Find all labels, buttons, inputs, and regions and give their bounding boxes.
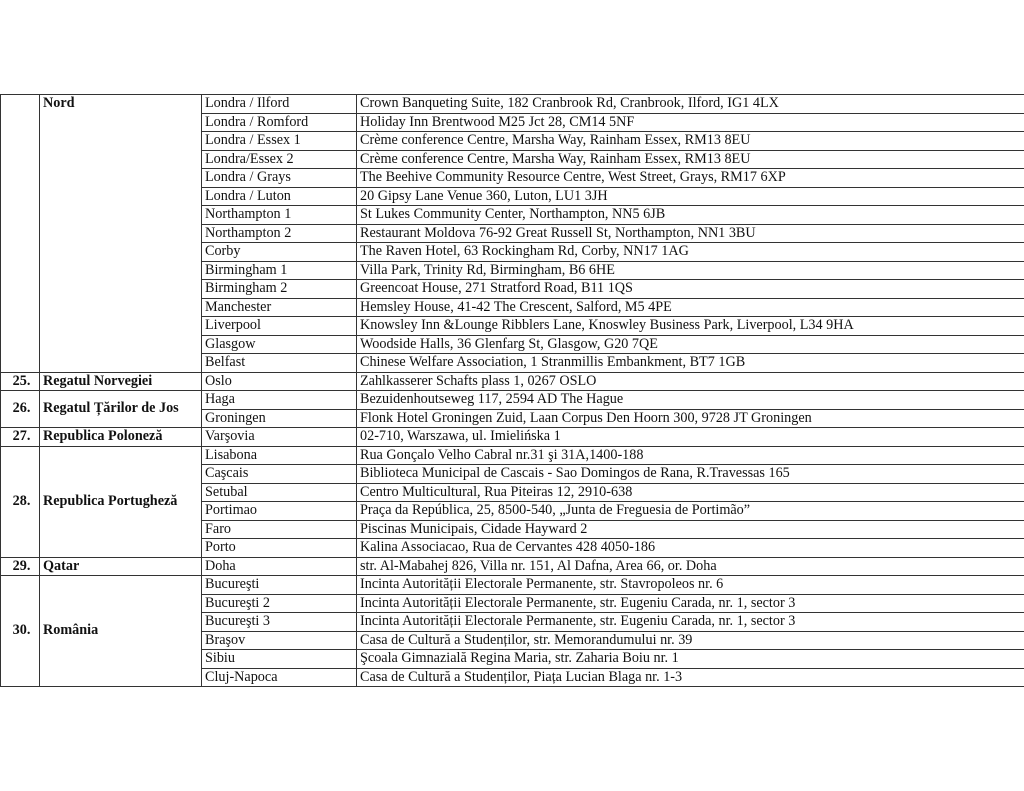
city-cell: Haga — [202, 391, 357, 410]
group-number: 26. — [1, 391, 40, 428]
country-name: Republica Portugheză — [40, 446, 202, 557]
address-cell: Greencoat House, 271 Stratford Road, B11 1QS — [357, 280, 1024, 299]
address-cell: Crème conference Centre, Marsha Way, Rainham Essex, RM13 8EU — [357, 150, 1024, 169]
city-cell: Caşcais — [202, 465, 357, 484]
city-cell: Londra/Essex 2 — [202, 150, 357, 169]
city-cell: Londra / Luton — [202, 187, 357, 206]
table-body — [1, 95, 1024, 687]
city-cell: Lisabona — [202, 446, 357, 465]
address-cell: 02-710, Warszawa, ul. Imielińska 1 — [357, 428, 1024, 447]
city-cell: Londra / Grays — [202, 169, 357, 188]
address-cell: St Lukes Community Center, Northampton, NN5 6JB — [357, 206, 1024, 225]
city-cell: Sibiu — [202, 650, 357, 669]
city-cell: Portimao — [202, 502, 357, 521]
country-name: Nord — [40, 95, 202, 373]
address-cell: Chinese Welfare Association, 1 Stranmillis Embankment, BT7 1GB — [357, 354, 1024, 373]
table-row — [1, 372, 1024, 391]
address-cell: Crème conference Centre, Marsha Way, Rainham Essex, RM13 8EU — [357, 132, 1024, 151]
city-cell: Londra / Essex 1 — [202, 132, 357, 151]
city-cell: Liverpool — [202, 317, 357, 336]
table-row — [1, 95, 1024, 114]
address-cell: Piscinas Municipais, Cidade Hayward 2 — [357, 520, 1024, 539]
city-cell: Northampton 2 — [202, 224, 357, 243]
address-cell: Zahlkasserer Schafts plass 1, 0267 OSLO — [357, 372, 1024, 391]
city-cell: Londra / Ilford — [202, 95, 357, 114]
city-cell: Birmingham 2 — [202, 280, 357, 299]
address-cell: Praça da República, 25, 8500-540, „Junta de Freguesia de Portimão” — [357, 502, 1024, 521]
city-cell: Belfast — [202, 354, 357, 373]
address-cell: Biblioteca Municipal de Cascais - Sao Domingos de Rana, R.Travessas 165 — [357, 465, 1024, 484]
city-cell: Faro — [202, 520, 357, 539]
document-page — [0, 94, 1024, 687]
country-name: România — [40, 576, 202, 687]
country-name: Republica Poloneză — [40, 428, 202, 447]
address-cell: The Beehive Community Resource Centre, West Street, Grays, RM17 6XP — [357, 169, 1024, 188]
address-cell: Hemsley House, 41-42 The Crescent, Salford, M5 4PE — [357, 298, 1024, 317]
city-cell: Porto — [202, 539, 357, 558]
city-cell: Northampton 1 — [202, 206, 357, 225]
polling-stations-table — [0, 94, 1024, 687]
address-cell: Incinta Autorității Electorale Permanente, str. Eugeniu Carada, nr. 1, sector 3 — [357, 594, 1024, 613]
address-cell: Centro Multicultural, Rua Piteiras 12, 2910-638 — [357, 483, 1024, 502]
address-cell: Villa Park, Trinity Rd, Birmingham, B6 6HE — [357, 261, 1024, 280]
city-cell: Braşov — [202, 631, 357, 650]
group-number — [1, 95, 40, 373]
address-cell: The Raven Hotel, 63 Rockingham Rd, Corby, NN17 1AG — [357, 243, 1024, 262]
group-number: 29. — [1, 557, 40, 576]
address-cell: Incinta Autorității Electorale Permanente, str. Eugeniu Carada, nr. 1, sector 3 — [357, 613, 1024, 632]
address-cell: Flonk Hotel Groningen Zuid, Laan Corpus Den Hoorn 300, 9728 JT Groningen — [357, 409, 1024, 428]
group-number: 27. — [1, 428, 40, 447]
city-cell: Bucureşti 3 — [202, 613, 357, 632]
city-cell: Setubal — [202, 483, 357, 502]
country-name: Qatar — [40, 557, 202, 576]
address-cell: Incinta Autorității Electorale Permanente, str. Stavropoleos nr. 6 — [357, 576, 1024, 595]
address-cell: 20 Gipsy Lane Venue 360, Luton, LU1 3JH — [357, 187, 1024, 206]
city-cell: Manchester — [202, 298, 357, 317]
address-cell: Woodside Halls, 36 Glenfarg St, Glasgow, G20 7QE — [357, 335, 1024, 354]
address-cell: Holiday Inn Brentwood M25 Jct 28, CM14 5NF — [357, 113, 1024, 132]
city-cell: Londra / Romford — [202, 113, 357, 132]
address-cell: Casa de Cultură a Studenților, str. Memorandumului nr. 39 — [357, 631, 1024, 650]
table-row — [1, 428, 1024, 447]
city-cell: Corby — [202, 243, 357, 262]
city-cell: Oslo — [202, 372, 357, 391]
table-row — [1, 391, 1024, 410]
group-number: 28. — [1, 446, 40, 557]
country-name: Regatul Țărilor de Jos — [40, 391, 202, 428]
address-cell: Restaurant Moldova 76-92 Great Russell St, Northampton, NN1 3BU — [357, 224, 1024, 243]
table-row — [1, 557, 1024, 576]
address-cell: Casa de Cultură a Studenților, Piața Lucian Blaga nr. 1-3 — [357, 668, 1024, 687]
city-cell: Groningen — [202, 409, 357, 428]
address-cell: Rua Gonçalo Velho Cabral nr.31 şi 31A,1400-188 — [357, 446, 1024, 465]
city-cell: Varşovia — [202, 428, 357, 447]
table-row — [1, 446, 1024, 465]
city-cell: Glasgow — [202, 335, 357, 354]
city-cell: Birmingham 1 — [202, 261, 357, 280]
city-cell: Cluj-Napoca — [202, 668, 357, 687]
address-cell: Knowsley Inn &Lounge Ribblers Lane, Knoswley Business Park, Liverpool, L34 9HA — [357, 317, 1024, 336]
address-cell: Şcoala Gimnazială Regina Maria, str. Zaharia Boiu nr. 1 — [357, 650, 1024, 669]
address-cell: Kalina Associacao, Rua de Cervantes 428 4050-186 — [357, 539, 1024, 558]
address-cell: str. Al-Mabahej 826, Villa nr. 151, Al Dafna, Area 66, or. Doha — [357, 557, 1024, 576]
country-name: Regatul Norvegiei — [40, 372, 202, 391]
group-number: 30. — [1, 576, 40, 687]
city-cell: Bucureşti — [202, 576, 357, 595]
city-cell: Doha — [202, 557, 357, 576]
address-cell: Bezuidenhoutseweg 117, 2594 AD The Hague — [357, 391, 1024, 410]
address-cell: Crown Banqueting Suite, 182 Cranbrook Rd, Cranbrook, Ilford, IG1 4LX — [357, 95, 1024, 114]
table-row — [1, 576, 1024, 595]
city-cell: Bucureşti 2 — [202, 594, 357, 613]
group-number: 25. — [1, 372, 40, 391]
